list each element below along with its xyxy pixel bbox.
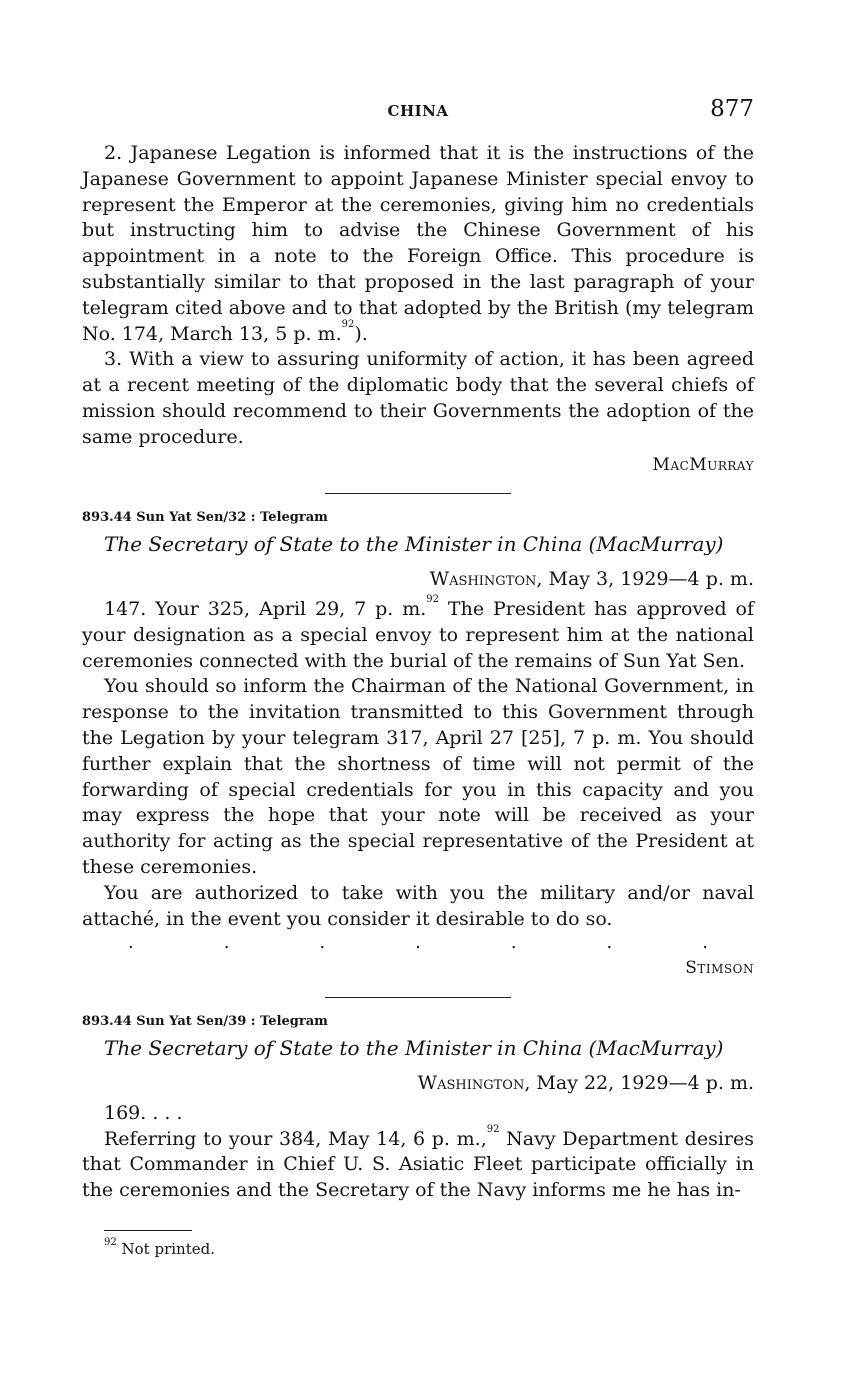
footnote-ref: 92 <box>426 593 440 605</box>
telegram-paragraph-1 <box>82 1123 754 1204</box>
footnote-ref: 92 <box>486 1123 500 1135</box>
telegram-paragraph-1-rest: Navy Department desires that Commander in Chief U. S. Asiatic Fleet participate officially in the ceremonies and the Secretary of the Navy informs me he has in- <box>82 1127 754 1202</box>
omission-ellipsis <box>82 932 754 954</box>
dateline <box>82 567 754 593</box>
document-title: The Secretary of State to the Minister in China (MacMurray) <box>104 532 724 557</box>
dateline-place: Washington <box>417 1071 525 1094</box>
telegram-paragraph-1-start: Referring to your 384, May 14, 6 p. m., <box>104 1127 487 1150</box>
footnote-marker: 92 <box>104 1237 117 1248</box>
dateline-place: Washington <box>429 568 537 591</box>
ellipsis-dot: . <box>319 932 326 954</box>
footnote-rule <box>104 1230 192 1231</box>
footnote <box>104 1237 215 1258</box>
ellipsis-dot: . <box>128 932 134 954</box>
running-title: CHINA <box>387 102 449 120</box>
file-number: 893.44 Sun Yat Sen/39 : Telegram <box>82 1014 328 1030</box>
telegram-paragraph-1-start: 147. Your 325, April 29, 7 p. m. <box>104 597 427 620</box>
telegram-paragraph-1 <box>82 593 755 674</box>
section-divider <box>325 997 511 998</box>
running-header <box>82 96 754 126</box>
dateline-date: , May 22, 1929—4 p. m. <box>524 1071 754 1094</box>
signature-macmurray: MacMurray <box>652 454 754 475</box>
paragraph-2-end: ). <box>354 322 368 345</box>
paragraph-2 <box>82 141 754 347</box>
document-title: The Secretary of State to the Minister in China (MacMurray) <box>104 1036 724 1061</box>
paragraph-2-text: 2. Japanese Legation is informed that it is the instructions of the Japanese Government to appoint Japanese Minister special envoy to represent the Emperor at the ceremonies, giving him no credentials but instructing him to advise the Chinese Government of his appointment in a note to the Foreign Office. This procedure is substantially similar to that proposed in the last paragraph of your telegram cited above and to that adopted by the British (my telegram No. 174, March 13, 5 p. m. <box>82 142 754 345</box>
page-number: 877 <box>710 96 754 122</box>
signature-stimson: Stimson <box>685 958 754 979</box>
dateline <box>82 1071 754 1097</box>
ellipsis-dot: . <box>415 932 421 954</box>
telegram-paragraph-2: You should so inform the Chairman of the National Government, in response to the invitation transmitted to this Government through the Legation by your telegram 317, April 27 [25], 7 p. m. You should further explain that the shortness of time will not permit of the forwarding of special credentials for you in this capacity and you may express the hope that your note will be received as your authority for acting as the special representative of the President at these ceremonies. <box>82 675 754 878</box>
telegram-paragraph-1-rest: The President has approved of your designation as a special envoy to represent him at the national ceremonies connected with the burial of the remains of Sun Yat Sen. <box>82 597 755 672</box>
ellipsis-dot: . <box>223 932 230 954</box>
ellipsis-dot: . <box>510 932 517 954</box>
paragraph-3: 3. With a view to assuring uniformity of action, it has been agreed at a recent meeting of the diplomatic body that the several chiefs of mission should recommend to their Governments the adoption of the same procedure. <box>82 348 754 448</box>
footnote-text: Not printed. <box>121 1240 215 1258</box>
section-divider <box>325 493 511 494</box>
telegram-number: 169. . . . <box>104 1101 183 1124</box>
ellipsis-dot: . <box>702 932 708 954</box>
footnote-ref: 92 <box>341 318 355 330</box>
ellipsis-dot: . <box>606 932 613 954</box>
telegram-paragraph-3: You are authorized to take with you the military and/or naval attaché, in the event you consider it desirable to do so. <box>82 881 754 930</box>
page-body <box>82 141 754 1204</box>
file-number: 893.44 Sun Yat Sen/32 : Telegram <box>82 510 328 526</box>
dateline-date: , May 3, 1929—4 p. m. <box>536 568 754 591</box>
